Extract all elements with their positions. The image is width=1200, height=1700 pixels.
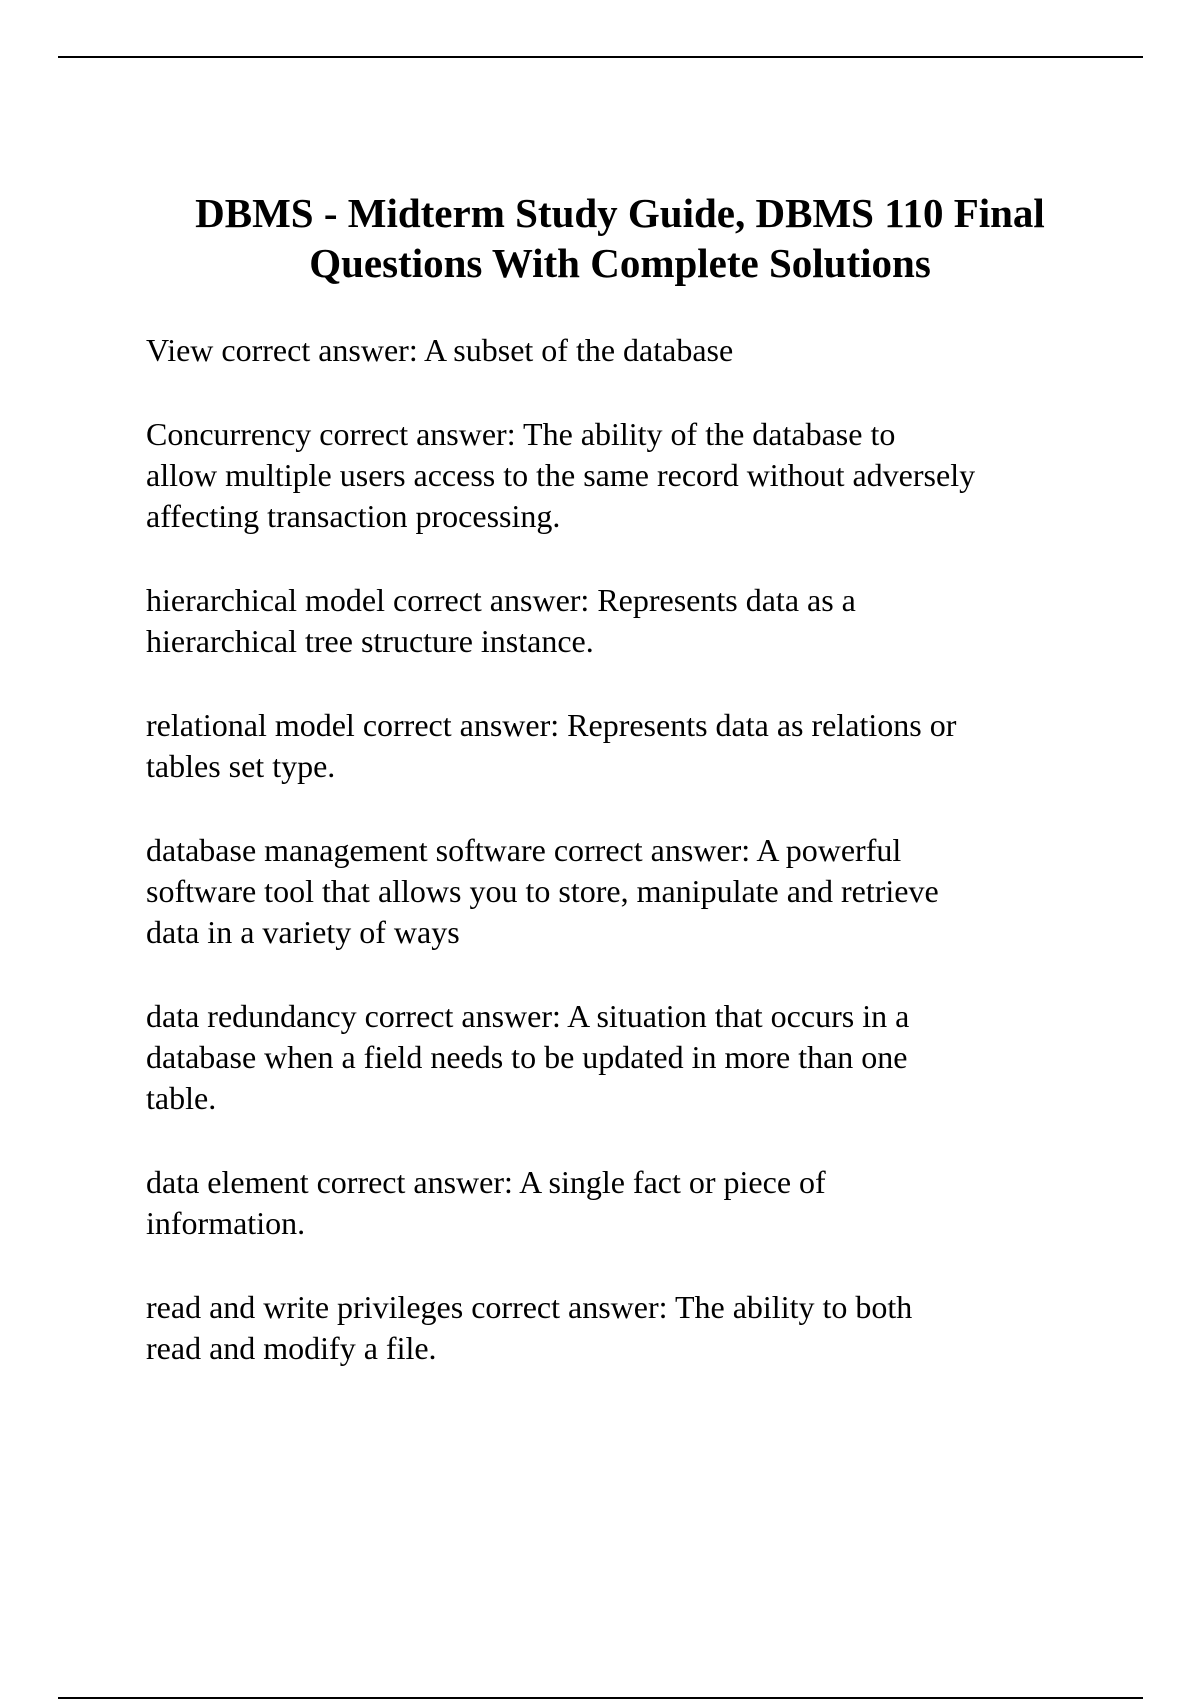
qa-entry-view bbox=[146, 330, 1146, 371]
entry-line: Concurrency correct answer: The ability of the database to bbox=[146, 416, 896, 452]
entry-line: tables set type. bbox=[146, 748, 336, 784]
qa-entry-data-element bbox=[146, 1162, 1146, 1244]
entry-line: relational model correct answer: Represents data as relations or bbox=[146, 707, 957, 743]
entry-line: data element correct answer: A single fact or piece of bbox=[146, 1164, 826, 1200]
entry-line: read and modify a file. bbox=[146, 1330, 437, 1366]
entry-line: database management software correct answer: A powerful bbox=[146, 832, 902, 868]
entry-line: allow multiple users access to the same record without adversely bbox=[146, 457, 976, 493]
qa-entry-read-write-privileges bbox=[146, 1287, 1146, 1369]
bottom-rule bbox=[58, 1697, 1143, 1699]
entry-line: hierarchical model correct answer: Represents data as a bbox=[146, 582, 856, 618]
qa-entry-hierarchical-model bbox=[146, 580, 1146, 662]
entry-line: data redundancy correct answer: A situation that occurs in a bbox=[146, 998, 910, 1034]
title-line-2: Questions With Complete Solutions bbox=[309, 240, 931, 286]
title-line-1: DBMS - Midterm Study Guide, DBMS 110 Final bbox=[195, 190, 1045, 236]
entry-line: affecting transaction processing. bbox=[146, 498, 561, 534]
qa-entry-relational-model bbox=[146, 705, 1146, 787]
entry-line: read and write privileges correct answer: The ability to both bbox=[146, 1289, 913, 1325]
entry-line: table. bbox=[146, 1080, 217, 1116]
entry-line: hierarchical tree structure instance. bbox=[146, 623, 594, 659]
top-rule bbox=[58, 56, 1143, 58]
document-title bbox=[100, 188, 1140, 288]
entry-line: information. bbox=[146, 1205, 306, 1241]
entry-line: View correct answer: A subset of the database bbox=[146, 332, 734, 368]
qa-list bbox=[146, 330, 1146, 1369]
qa-entry-data-redundancy bbox=[146, 996, 1146, 1119]
qa-entry-dbms-software bbox=[146, 830, 1146, 953]
entry-line: data in a variety of ways bbox=[146, 914, 460, 950]
entry-line: database when a field needs to be updated in more than one bbox=[146, 1039, 908, 1075]
entry-line: software tool that allows you to store, manipulate and retrieve bbox=[146, 873, 939, 909]
qa-entry-concurrency bbox=[146, 414, 1146, 537]
